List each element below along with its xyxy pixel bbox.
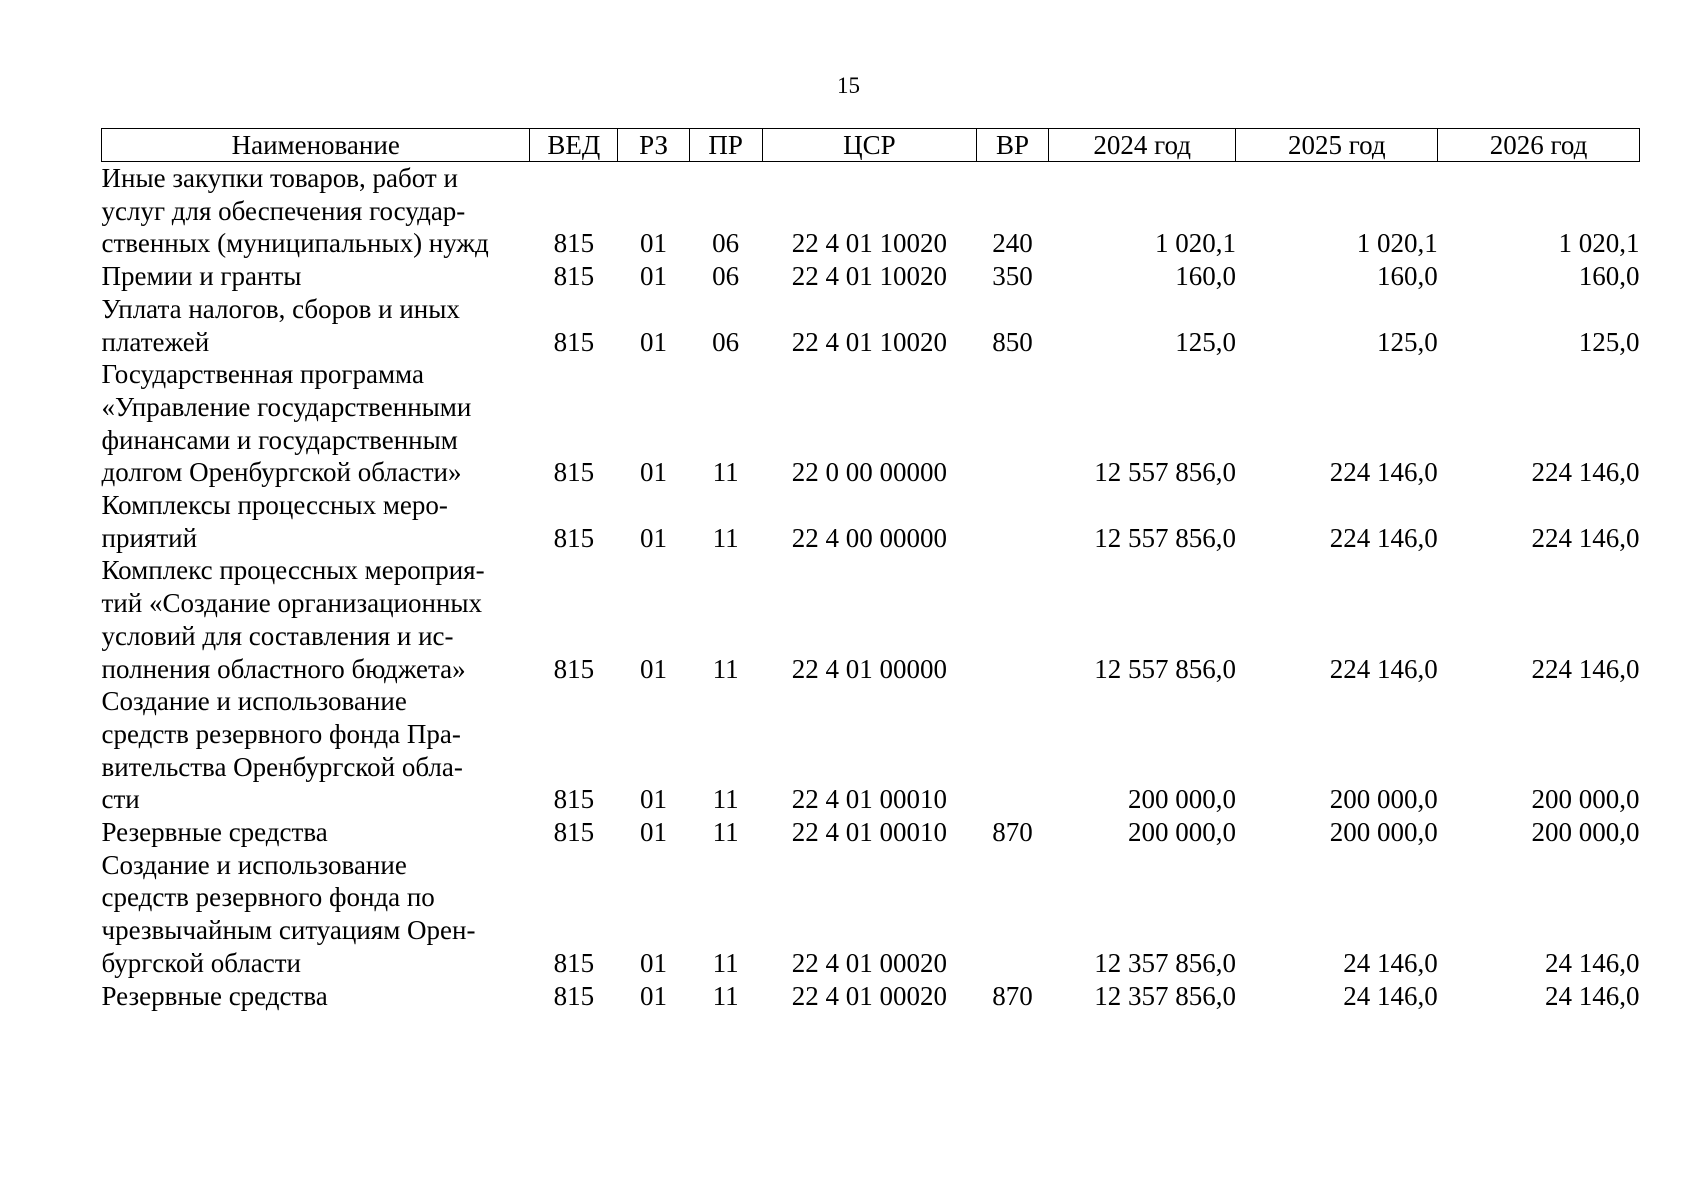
vr-cell — [977, 849, 1049, 980]
table-row — [102, 489, 1640, 554]
name-line: вительства Оренбургской обла- — [101, 751, 463, 782]
name-line: Премии и гранты — [101, 261, 302, 292]
rz-cell: 01 — [640, 947, 668, 978]
amount-2026-cell: 200 000,0 — [1531, 784, 1640, 815]
name-cell — [102, 293, 530, 358]
amount-2025-cell: 1 020,1 — [1356, 228, 1438, 259]
amount-2026-cell: 224 146,0 — [1531, 522, 1640, 553]
name-line: Резервные средства — [101, 817, 328, 848]
amount-2026-cell: 224 146,0 — [1531, 457, 1640, 488]
vr-cell: 870 — [992, 980, 1033, 1011]
amount-2024-cell: 12 357 856,0 — [1094, 947, 1236, 978]
csr-cell: 22 0 00 00000 — [791, 457, 947, 488]
name-cell — [102, 816, 530, 849]
table-row — [102, 293, 1640, 358]
name-line: Создание и использование — [101, 686, 407, 717]
rz-cell: 01 — [640, 784, 668, 815]
amount-2024-cell: 125,0 — [1175, 326, 1236, 357]
name-cell — [102, 260, 530, 293]
name-line: ственных (муниципальных) нужд — [101, 228, 489, 259]
amount-2024-cell: 200 000,0 — [1127, 784, 1236, 815]
name-cell — [102, 554, 530, 685]
name-line: средств резервного фонда Пра- — [101, 718, 461, 749]
amount-2026-cell: 1 020,1 — [1558, 228, 1640, 259]
amount-2026-cell: 24 146,0 — [1545, 947, 1640, 978]
ved-cell: 815 — [553, 817, 595, 848]
vr-cell — [977, 685, 1049, 816]
amount-2026-cell: 224 146,0 — [1531, 653, 1640, 684]
ved-cell: 815 — [553, 980, 595, 1011]
name-line: полнения областного бюджета» — [101, 653, 466, 684]
amount-2026-cell: 24 146,0 — [1545, 980, 1640, 1011]
amount-2024-cell: 160,0 — [1175, 261, 1236, 292]
ved-cell: 815 — [553, 228, 595, 259]
table-row — [102, 554, 1640, 685]
csr-cell: 22 4 01 00020 — [791, 980, 947, 1011]
amount-2024-cell: 12 357 856,0 — [1094, 980, 1236, 1011]
name-cell — [102, 358, 530, 489]
name-line: платежей — [101, 326, 210, 357]
rz-cell: 01 — [640, 326, 668, 357]
vr-cell: 240 — [992, 228, 1033, 259]
name-line: приятий — [101, 522, 198, 553]
pr-cell: 06 — [712, 261, 740, 292]
header-2026: 2026 год — [1438, 129, 1640, 162]
name-line: Резервные средства — [101, 980, 328, 1011]
rz-cell: 01 — [640, 980, 668, 1011]
pr-cell: 11 — [712, 817, 739, 848]
table-row — [102, 816, 1640, 849]
page-number: 15 — [837, 73, 860, 98]
name-cell — [102, 980, 530, 1013]
table-header — [102, 129, 1640, 162]
csr-cell: 22 4 01 00010 — [791, 817, 947, 848]
name-line: долгом Оренбургской области» — [101, 457, 462, 488]
name-line: Комплекс процессных мероприя- — [101, 555, 485, 586]
name-line: бургской области — [101, 947, 301, 978]
name-line: Государственная программа — [101, 359, 424, 390]
name-cell — [102, 685, 530, 816]
name-line: «Управление государственными — [101, 391, 472, 422]
amount-2025-cell: 200 000,0 — [1329, 817, 1438, 848]
table-body — [102, 162, 1640, 1013]
csr-cell: 22 4 01 10020 — [791, 228, 947, 259]
ved-cell: 815 — [553, 522, 595, 553]
table-row — [102, 358, 1640, 489]
table-row — [102, 685, 1640, 816]
ved-cell: 815 — [553, 326, 595, 357]
amount-2025-cell: 224 146,0 — [1329, 457, 1438, 488]
vr-cell — [977, 358, 1049, 489]
name-line: Комплексы процессных меро- — [101, 490, 448, 521]
table-row — [102, 162, 1640, 261]
table-row — [102, 849, 1640, 980]
pr-cell: 06 — [712, 228, 740, 259]
amount-2024-cell: 1 020,1 — [1154, 228, 1236, 259]
name-line: тий «Создание организационных — [101, 588, 483, 619]
rz-cell: 01 — [640, 653, 668, 684]
pr-cell: 06 — [712, 326, 740, 357]
vr-cell — [977, 489, 1049, 554]
header-name: Наименование — [102, 129, 530, 162]
rz-cell: 01 — [640, 522, 668, 553]
amount-2024-cell: 200 000,0 — [1127, 817, 1236, 848]
header-row — [102, 129, 1640, 162]
amount-2024-cell: 12 557 856,0 — [1094, 653, 1236, 684]
budget-table — [101, 128, 1640, 1012]
csr-cell: 22 4 01 10020 — [791, 326, 947, 357]
amount-2025-cell: 125,0 — [1376, 326, 1438, 357]
vr-cell: 850 — [992, 326, 1033, 357]
name-line: средств резервного фонда по — [101, 882, 435, 913]
header-rz: РЗ — [618, 129, 690, 162]
csr-cell: 22 4 00 00000 — [791, 522, 947, 553]
pr-cell: 11 — [712, 784, 739, 815]
header-vr: ВР — [977, 129, 1049, 162]
rz-cell: 01 — [640, 817, 668, 848]
amount-2025-cell: 200 000,0 — [1329, 784, 1438, 815]
name-line: Иные закупки товаров, работ и — [101, 163, 458, 193]
amount-2026-cell: 160,0 — [1578, 261, 1640, 292]
rz-cell: 01 — [640, 228, 668, 259]
vr-cell: 350 — [992, 261, 1033, 292]
csr-cell: 22 4 01 00010 — [791, 784, 947, 815]
ved-cell: 815 — [553, 261, 595, 292]
table-row — [102, 980, 1640, 1013]
rz-cell: 01 — [640, 457, 668, 488]
ved-cell: 815 — [553, 784, 595, 815]
header-pr: ПР — [689, 129, 762, 162]
ved-cell: 815 — [553, 457, 595, 488]
amount-2026-cell: 125,0 — [1578, 326, 1640, 357]
csr-cell: 22 4 01 00020 — [791, 947, 947, 978]
pr-cell: 11 — [712, 522, 739, 553]
pr-cell: 11 — [712, 653, 739, 684]
name-line: услуг для обеспечения государ- — [101, 195, 466, 226]
amount-2025-cell: 224 146,0 — [1329, 653, 1438, 684]
name-line: Создание и использование — [101, 849, 407, 880]
name-cell — [102, 849, 530, 980]
vr-cell — [977, 554, 1049, 685]
csr-cell: 22 4 01 10020 — [791, 261, 947, 292]
name-line: сти — [101, 784, 140, 815]
ved-cell: 815 — [553, 653, 595, 684]
csr-cell: 22 4 01 00000 — [791, 653, 947, 684]
pr-cell: 11 — [712, 980, 739, 1011]
vr-cell: 870 — [992, 817, 1033, 848]
pr-cell: 11 — [712, 947, 739, 978]
amount-2025-cell: 24 146,0 — [1343, 980, 1438, 1011]
rz-cell: 01 — [640, 261, 668, 292]
header-csr: ЦСР — [762, 129, 977, 162]
name-line: Уплата налогов, сборов и иных — [101, 293, 460, 324]
header-2024: 2024 год — [1048, 129, 1236, 162]
amount-2025-cell: 224 146,0 — [1329, 522, 1438, 553]
ved-cell: 815 — [553, 947, 595, 978]
table-row — [102, 260, 1640, 293]
header-2025: 2025 год — [1236, 129, 1438, 162]
name-cell — [102, 162, 530, 261]
header-ved: ВЕД — [530, 129, 618, 162]
amount-2025-cell: 24 146,0 — [1343, 947, 1438, 978]
name-line: финансами и государственным — [101, 424, 458, 455]
name-cell — [102, 489, 530, 554]
amount-2026-cell: 200 000,0 — [1531, 817, 1640, 848]
amount-2024-cell: 12 557 856,0 — [1094, 457, 1236, 488]
name-line: чрезвычайным ситуациям Орен- — [101, 915, 476, 946]
name-line: условий для составления и ис- — [101, 620, 454, 651]
amount-2024-cell: 12 557 856,0 — [1094, 522, 1236, 553]
amount-2025-cell: 160,0 — [1376, 261, 1438, 292]
pr-cell: 11 — [712, 457, 739, 488]
